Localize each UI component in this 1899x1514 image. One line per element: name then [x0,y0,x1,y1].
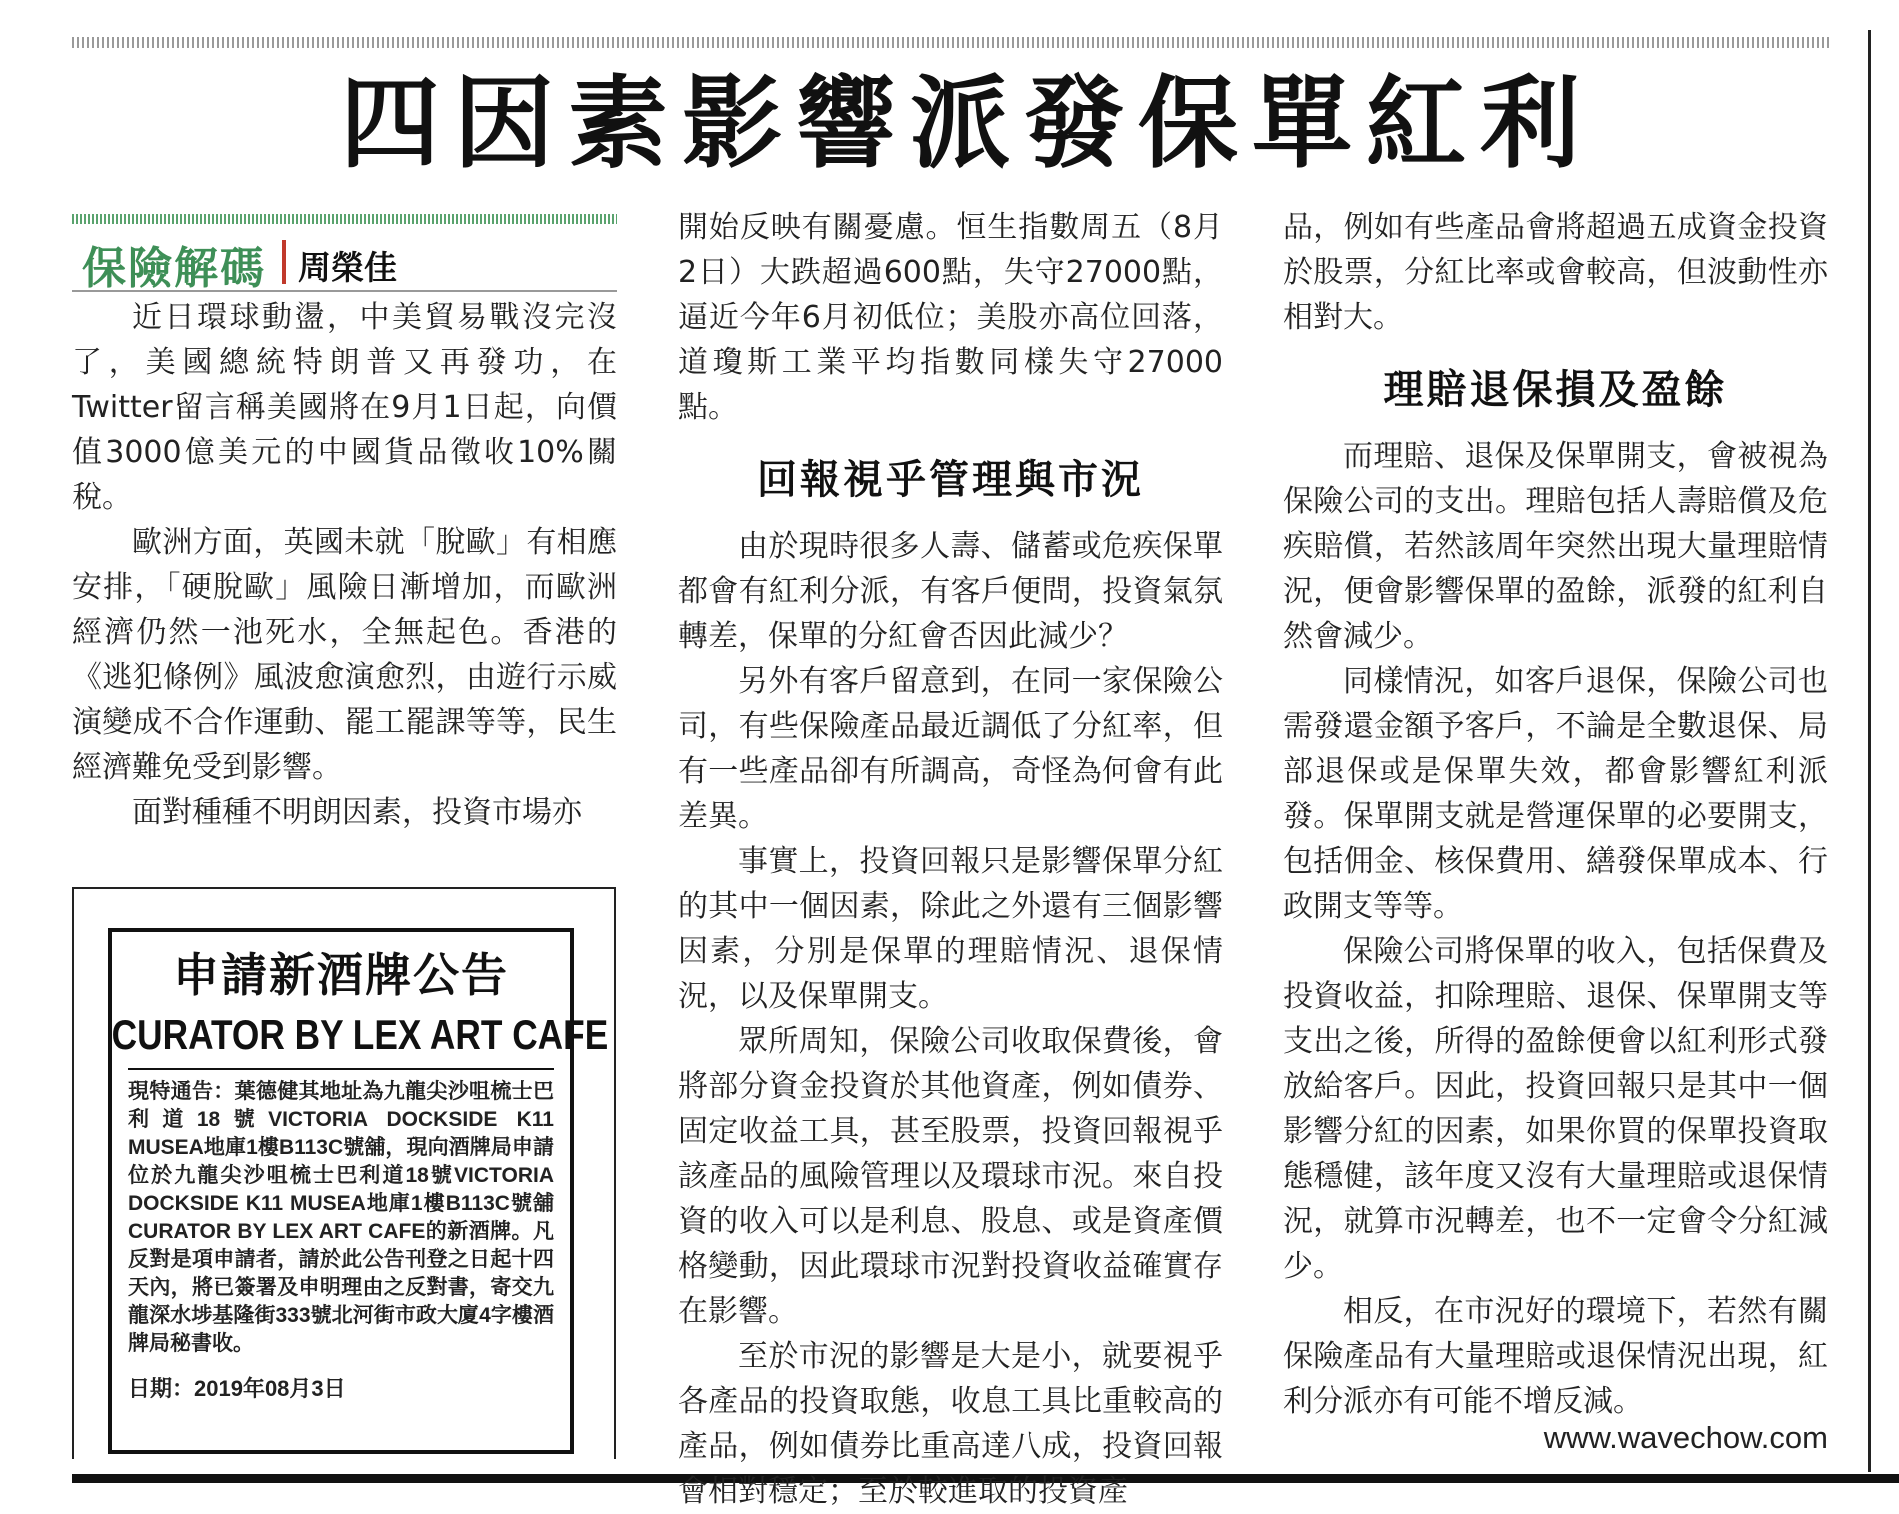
paragraph: 而理賠、退保及保單開支，會被視為保險公司的支出。理賠包括人壽賠償及危疾賠償，若然該周年突然出現大量理賠情況，便會影響保單的盈餘，派發的紅利自然會減少。 [1283,439,1828,654]
column-dotted-rule [72,214,617,224]
notice-date: 日期：2019年08月3日 [128,1376,346,1401]
paragraph: 開始反映有關憂慮。恒生指數周五（8月2日）大跌超過600點，失守27000點，逼近今年6月初低位；美股亦高位回落，道瓊斯工業平均指數同樣失守27000點。 [678,210,1223,425]
paragraph: 事實上，投資回報只是影響保單分紅的其中一個因素，除此之外還有三個影響因素，分別是保單的理賠情況、退保情況，以及保單開支。 [678,844,1223,1014]
paragraph: 近日環球動盪，中美貿易戰沒完沒了，美國總統特朗普又再發功，在Twitter留言稱美國將在9月1日起，向價值3000億美元的中國貨品徵收10%關稅。 [72,300,617,515]
paragraph: 品，例如有些產品會將超過五成資金投資於股票，分紅比率或會較高，但波動性亦相對大。 [1283,210,1828,335]
website-url: www.wavechow.com [1543,1420,1828,1455]
section-subheading: 回報視乎管理與市況 [757,457,1144,503]
article-column-2 [678,205,1223,1514]
notice-body: 現特通告：葉德健其地址為九龍尖沙咀梳士巴利道18號VICTORIA DOCKSIDE K11 MUSEA地庫1樓B113C號舖，現向酒牌局申請位於九龍尖沙咀梳士巴利道18號VICTORIA DOCKSIDE K11 MUSEA地庫1樓B113C號舖CURATOR BY LEX ART CAFE的新酒牌。凡反對是項申請者，請於此公告刊登之日起十四天內，將已簽署及申明理由之反對書，寄交九龍深水埗基隆街333號北河街市政大廈4字樓酒牌局秘書收。 [128,1080,554,1355]
liquor-licence-notice [108,928,609,1454]
column-name: 保險解碼 [82,243,266,294]
paragraph: 眾所周知，保險公司收取保費後，會將部分資金投資於其他資產，例如債券、固定收益工具，甚至股票，投資回報視乎該產品的風險管理以及環球市況。來自投資的收入可以是利息、股息、或是資產價格變動，因此環球市況對投資收益確實存在影響。 [678,1024,1223,1329]
article-column-1 [72,295,617,835]
section-subheading: 理賠退保損及盈餘 [1383,367,1728,413]
article-headline: 四因素影響派發保單紅利 [340,65,1594,182]
notice-divider [128,1068,554,1070]
paragraph: 歐洲方面，英國未就「脫歐」有相應安排，「硬脫歐」風險日漸增加，而歐洲經濟仍然一池死水，全無起色。香港的《逃犯條例》風波愈演愈烈，由遊行示威演變成不合作運動、罷工罷課等等，民生經濟難免受到影響。 [72,525,617,785]
article-column-3 [1283,205,1828,1424]
paragraph: 保險公司將保單的收入，包括保費及投資收益，扣除理賠、退保、保單開支等支出之後，所得的盈餘便會以紅利形式發放給客戶。因此，投資回報只是其中一個影響分紅的因素，如果你買的保單投資取態穩健，該年度又沒有大量理賠或退保情況，就算市況轉差，也不一定會令分紅減少。 [1283,934,1828,1284]
paragraph: 相反，在市況好的環境下，若然有關保險產品有大量理賠或退保情況出現，紅利分派亦有可能不增反減。 [1283,1294,1828,1419]
author-name: 周榮佳 [298,248,397,287]
right-border-rule [1868,30,1871,1472]
top-dotted-rule [72,37,1832,48]
notice-venue-name: CURATOR BY LEX ART CAFE [111,1011,609,1058]
paragraph: 面對種種不明朗因素，投資市場亦 [132,795,582,830]
paragraph: 另外有客戶留意到，在同一家保險公司，有些保險產品最近調低了分紅率，但有一些產品卻有所調高，奇怪為何會有此差異。 [678,664,1223,834]
kicker-divider-bar [282,240,286,284]
paragraph: 由於現時很多人壽、儲蓄或危疾保單都會有紅利分派，有客戶便問，投資氣氛轉差，保單的分紅會否因此減少？ [678,529,1223,654]
paragraph: 至於市況的影響是大是小，就要視乎各產品的投資取態，收息工具比重較高的產品，例如債券比重高達八成，投資回報會相對穩定；至於較進取的投資產 [678,1339,1223,1509]
notice-title: 申請新酒牌公告 [173,949,509,1001]
column-kicker [72,228,617,292]
paragraph: 同樣情況，如客戶退保，保險公司也需發還金額予客戶，不論是全數退保、局部退保或是保單失效，都會影響紅利派發。保單開支就是營運保單的必要開支，包括佣金、核保費用、繕發保單成本、行政開支等等。 [1283,664,1828,924]
